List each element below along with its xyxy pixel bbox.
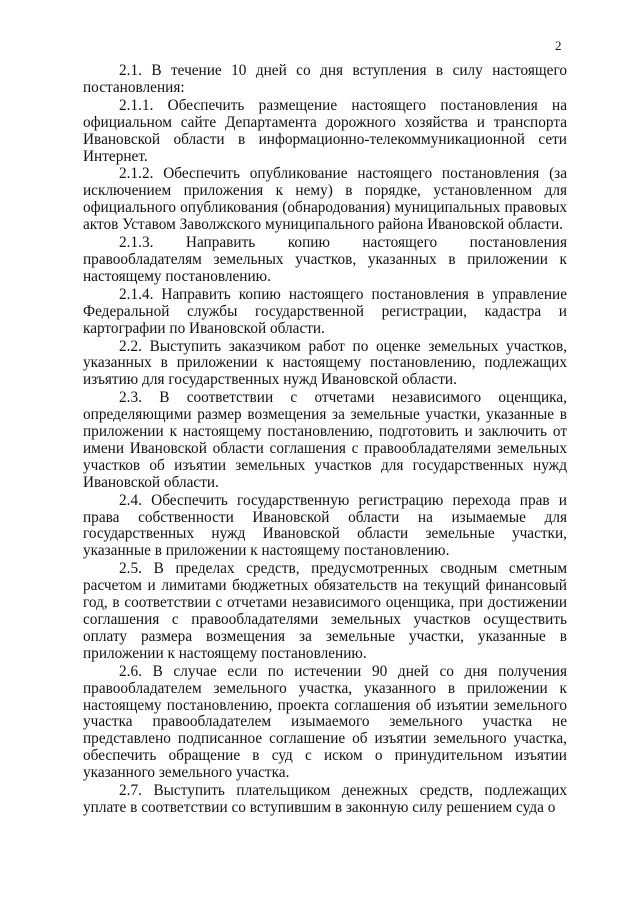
paragraph-2-1-2: 2.1.2. Обеспечить опубликование настоящего постановления (за исключением приложения к нему) в порядке, установленном для официального опубликования (обнародования) муниципальных правовых актов Уставом Заволжского муниципального района Ивановской области. [83, 165, 567, 234]
paragraph-2-2: 2.2. Выступить заказчиком работ по оценке земельных участков, указанных в приложении к настоящему постановлению, подлежащих изъятию для государственных нужд Ивановской области. [83, 337, 567, 389]
paragraph-2-1-1: 2.1.1. Обеспечить размещение настоящего постановления на официальном сайте Департамента дорожного хозяйства и транспорта Ивановской области в информационно-телекоммуникационной сети Интернет. [83, 96, 567, 165]
paragraph-2-6: 2.6. В случае если по истечении 90 дней со дня получения правообладателем земельного участка, указанного в приложении к настоящему постановлению, проекта соглашения об изъятии земельного участка правообладателем изымаемого земельного участка не представлено подписанное соглашение об изъятии земельного участка, обеспечить обращение в суд с иском о принудительном изъятии указанного земельного участка. [83, 662, 567, 782]
document-body [83, 63, 567, 818]
page-number: 2 [555, 38, 562, 53]
paragraph-2-1-4: 2.1.4. Направить копию настоящего постановления в управление Федеральной службы государственной регистрации, кадастра и картографии по Ивановской области. [83, 285, 567, 337]
paragraph-2-7: 2.7. Выступить плательщиком денежных средств, подлежащих уплате в соответствии со вступившим в законную силу решением суда о [83, 782, 567, 816]
paragraph-2-3: 2.3. В соответствии с отчетами независимого оценщика, определяющими размер возмещения за земельные участки, указанные в приложении к настоящему постановлению, подготовить и заключить от имени Ивановской области соглашения с правообладателями земельных участков об изъятии земельных участков для государственных нужд Ивановской области. [83, 389, 567, 491]
paragraph-2-4: 2.4. Обеспечить государственную регистрацию перехода прав и права собственности Ивановской области на изымаемые для государственных нужд Ивановской области земельные участки, указанные в приложении к настоящему постановлению. [83, 491, 567, 560]
paragraph-2-5: 2.5. В пределах средств, предусмотренных сводным сметным расчетом и лимитами бюджетных обязательств на текущий финансовый год, в соответствии с отчетами независимого оценщика, при достижении соглашения с правообладателями земельных участков осуществить оплату размера возмещения за земельные участки, указанные в приложении к настоящему постановлению. [83, 560, 567, 662]
paragraph-2-1-3: 2.1.3. Направить копию настоящего постановления правообладателям земельных участков, указанных в приложении к настоящему постановлению. [83, 234, 567, 285]
paragraph-2-1: 2.1. В течение 10 дней со дня вступления в силу настоящего постановления: [83, 62, 567, 96]
